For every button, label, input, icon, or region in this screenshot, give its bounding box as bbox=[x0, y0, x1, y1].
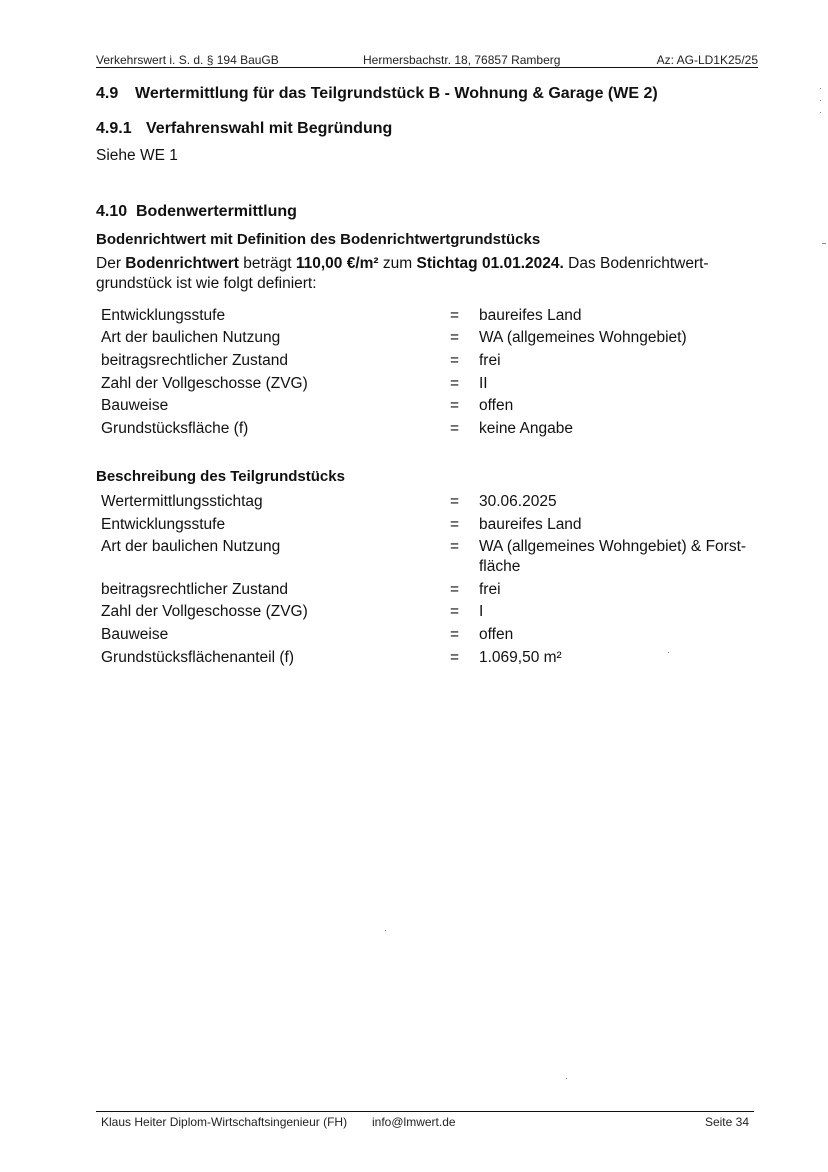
row-equals: = bbox=[450, 352, 460, 369]
row-label: beitragsrechtlicher Zustand bbox=[101, 352, 288, 369]
row-value: offen bbox=[479, 397, 514, 414]
row-equals: = bbox=[450, 603, 460, 620]
header-reference: Az: AG-LD1K25/25 bbox=[656, 53, 758, 67]
row-label: Wertermittlungsstichtag bbox=[101, 493, 263, 510]
row-equals: = bbox=[450, 307, 460, 324]
row-value-continuation: fläche bbox=[479, 558, 521, 575]
row-value: I bbox=[479, 603, 484, 620]
scan-speck bbox=[822, 243, 826, 244]
row-value: frei bbox=[479, 581, 501, 598]
row-value: WA (allgemeines Wohngebiet) bbox=[479, 329, 687, 346]
section-4-10-title: Bodenwertermittlung bbox=[136, 203, 297, 220]
row-equals: = bbox=[450, 516, 460, 533]
section-4-9-number: 4.9 bbox=[96, 85, 119, 102]
row-value: keine Angabe bbox=[479, 420, 573, 437]
bodenrichtwert-paragraph: Der Bodenrichtwert beträgt 110,00 €/m² zum Stichtag 01.01.2024. Das Bodenrichtwert-grundstück ist wie folgt definiert: bbox=[96, 255, 709, 292]
row-equals: = bbox=[450, 626, 460, 643]
teilgrundstueck-heading: Beschreibung des Teilgrundstücks bbox=[96, 468, 345, 485]
row-equals: = bbox=[450, 649, 460, 666]
footer-author: Klaus Heiter Diplom-Wirtschaftsingenieur (FH) bbox=[101, 1115, 348, 1129]
row-equals: = bbox=[450, 581, 460, 598]
row-label: Art der baulichen Nutzung bbox=[101, 538, 281, 555]
header-rule bbox=[96, 67, 758, 68]
row-label: Entwicklungsstufe bbox=[101, 516, 226, 533]
section-4-9-1-text: Siehe WE 1 bbox=[96, 147, 178, 164]
section-4-9-1-number: 4.9.1 bbox=[96, 120, 132, 137]
row-equals: = bbox=[450, 397, 460, 414]
header-address: Hermersbachstr. 18, 76857 Ramberg bbox=[363, 53, 561, 67]
row-equals: = bbox=[450, 375, 460, 392]
row-value: baureifes Land bbox=[479, 307, 582, 324]
scan-speck bbox=[668, 652, 669, 653]
row-equals: = bbox=[450, 329, 460, 346]
row-label: Zahl der Vollgeschosse (ZVG) bbox=[101, 603, 308, 620]
scan-speck bbox=[820, 112, 821, 113]
section-4-10-number: 4.10 bbox=[96, 203, 128, 220]
section-4-9-title: Wertermittlung für das Teilgrundstück B - Wohnung & Garage (WE 2) bbox=[135, 85, 658, 102]
row-value: WA (allgemeines Wohngebiet) & Forst- bbox=[479, 538, 747, 555]
row-equals: = bbox=[450, 493, 460, 510]
row-value: II bbox=[479, 375, 488, 392]
scan-speck bbox=[820, 88, 821, 89]
row-value: offen bbox=[479, 626, 514, 643]
row-label: Bauweise bbox=[101, 397, 169, 414]
row-value: 1.069,50 m² bbox=[479, 649, 562, 666]
scan-speck bbox=[385, 930, 386, 931]
row-value: 30.06.2025 bbox=[479, 493, 557, 510]
scan-speck bbox=[820, 100, 821, 101]
footer-rule bbox=[96, 1111, 754, 1112]
row-value: frei bbox=[479, 352, 501, 369]
row-label: Entwicklungsstufe bbox=[101, 307, 226, 324]
row-equals: = bbox=[450, 538, 460, 555]
header-left: Verkehrswert i. S. d. § 194 BauGB bbox=[96, 53, 279, 67]
section-4-9-1-title: Verfahrenswahl mit Begründung bbox=[146, 120, 393, 137]
bodenrichtwert-heading: Bodenrichtwert mit Definition des Bodenrichtwertgrundstücks bbox=[96, 231, 541, 248]
row-label: Bauweise bbox=[101, 626, 169, 643]
scan-speck bbox=[566, 1078, 567, 1079]
row-value: baureifes Land bbox=[479, 516, 582, 533]
row-equals: = bbox=[450, 420, 460, 437]
row-label: Grundstücksfläche (f) bbox=[101, 420, 249, 437]
row-label: Zahl der Vollgeschosse (ZVG) bbox=[101, 375, 308, 392]
row-label: Art der baulichen Nutzung bbox=[101, 329, 281, 346]
row-label: Grundstücksflächenanteil (f) bbox=[101, 649, 294, 666]
footer-email: info@lmwert.de bbox=[372, 1115, 456, 1129]
row-label: beitragsrechtlicher Zustand bbox=[101, 581, 288, 598]
footer-page-number: Seite 34 bbox=[704, 1115, 749, 1129]
